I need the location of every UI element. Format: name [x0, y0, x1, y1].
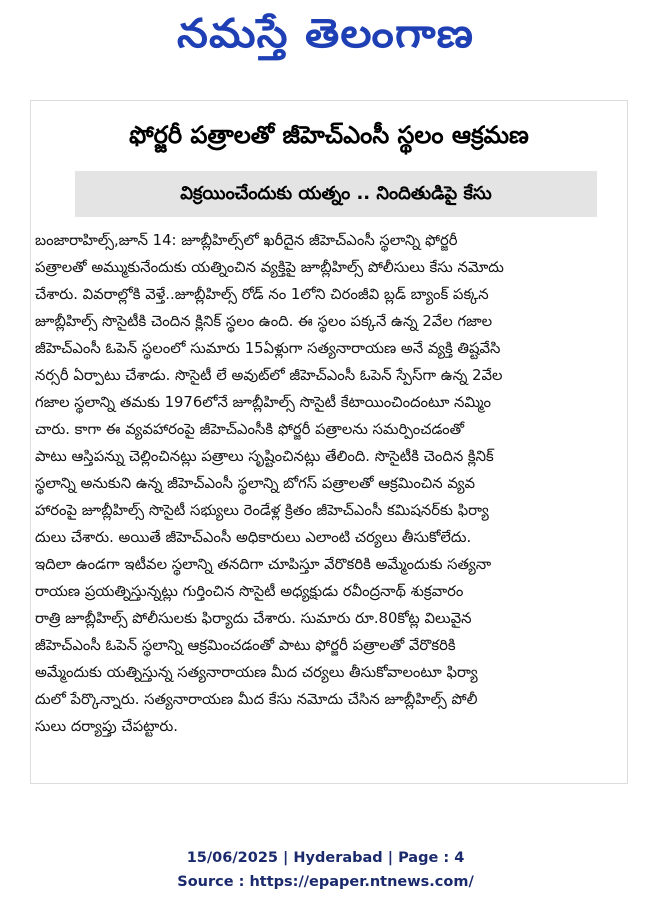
article-line: పాటు ఆస్తిపన్ను చెల్లించినట్లు పత్రాలు సృష్టించినట్లు తేలింది. సొసైటీకి చెందిన క్లినిక్‌ — [35, 448, 494, 465]
newspaper-masthead: నమస్తే తెలంగాణ — [176, 11, 475, 57]
article-body — [35, 227, 620, 775]
news-clipping — [30, 100, 628, 784]
article-line: సులు దర్యాప్తు చేపట్టారు. — [35, 718, 178, 735]
article-line: దులో పేర్కొన్నారు. సత్యనారాయణ మీద కేసు నమోదు చేసిన జూబ్లీహిల్స్‌ పోలీ — [35, 691, 478, 708]
headline: ఫోర్జరీ పత్రాలతో జీహెచ్‌ఎంసీ స్థలం ఆక్రమణ — [129, 121, 529, 149]
article-line: గజాల స్థలాన్ని తమకు 1976లోనే జూబ్లీహిల్స్‌ సొసైటీ కేటాయించిందంటూ నమ్మిం — [35, 394, 492, 411]
article-line: చేశారు. వివరాల్లోకి వెళ్తే..జూబ్లీహిల్స్‌ రోడ్‌ నం 1లోని చిరంజీవి బ్లడ్‌ బ్యాంక్‌ పక్కన — [35, 286, 489, 303]
article-line: హారంపై జూబ్లీహిల్స్‌ సొసైటీ సభ్యులు రెండేళ్ల క్రితం జీహెచ్‌ఎంసీ కమిషనర్‌కు ఫిర్యా — [35, 502, 489, 519]
article-line: దులు చేశారు. అయితే జీహెచ్‌ఎంసీ అధికారులు ఎలాంటి చర్యలు తీసుకోలేదు. — [35, 529, 472, 546]
article-line: చారు. కాగా ఈ వ్యవహారంపై జీహెచ్‌ఎంసీకి ఫోర్జరీ పత్రాలను సమర్పించడంతో — [35, 421, 465, 438]
article-line: జీహెచ్‌ఎంసీ ఓపెన్‌ స్థలాన్ని ఆక్రమించడంతో పాటు ఫోర్జరీ పత్రాలతో వేరొకరికి — [35, 637, 456, 654]
article-line: బంజారాహిల్స్‌,జూన్‌ 14: జూబ్లీహిల్స్‌లో ఖరీదైన జీహెచ్‌ఎంసీ స్థలాన్ని ఫోర్జరీ — [35, 232, 458, 249]
article-line: నర్సరీ ఏర్పాటు చేశాడు. సొసైటీ లే అవుట్‌లో జీహెచ్‌ఎంసీ ఓపెన్‌ స్పేస్‌గా ఉన్న 2వేల — [35, 367, 503, 384]
footer-date-page: 15/06/2025 | Hyderabad | Page : 4 — [186, 850, 465, 866]
subheadline: విక్రయించేందుకు యత్నం .. నిందితుడిపై కేసు — [75, 171, 597, 217]
article-line: పత్రాలతో అమ్ముకునేందుకు యత్నించిన వ్యక్తిపై జూబ్లీహిల్స్‌ పోలీసులు కేసు నమోదు — [35, 259, 504, 276]
article-line: జూబ్లీహిల్స్‌ సొసైటీకి చెందిన క్లినిక్‌ స్థలం ఉంది. ఈ స్థలం పక్కనే ఉన్న 2వేల గజాల — [35, 313, 493, 330]
article-line: రాత్రి జూబ్లీహిల్స్‌ పోలీసులకు ఫిర్యాదు చేశారు. సుమారు రూ.80కోట్ల విలువైన — [35, 610, 472, 627]
footer-source-link[interactable]: Source : https://epaper.ntnews.com/ — [177, 874, 474, 890]
article-line: రాయణ ప్రయత్నిస్తున్నట్లు గుర్తించిన సొసైటీ అధ్యక్షుడు రవీంద్రనాథ్‌ శుక్రవారం — [35, 583, 464, 600]
article-line: స్థలాన్ని అనుకుని ఉన్న జీహెచ్‌ఎంసీ స్థలాన్ని బోగస్‌ పత్రాలతో ఆక్రమించిన వ్యవ — [35, 475, 476, 492]
article-line: ఇదిలా ఉండగా ఇటీవల స్థలాన్ని తనదిగా చూపిస్తూ వేరొకరికి అమ్మేందుకు సత్యనా — [35, 556, 492, 573]
article-line: అమ్మేందుకు యత్నిస్తున్న సత్యనారాయణ మీద చర్యలు తీసుకోవాలంటూ ఫిర్యా — [35, 664, 478, 681]
article-line: జీహెచ్‌ఎంసీ ఓపెన్‌ స్థలంలో సుమారు 15ఏళ్లుగా సత్యనారాయణ అనే వ్యక్తి తిష్టవేసి — [35, 340, 501, 357]
